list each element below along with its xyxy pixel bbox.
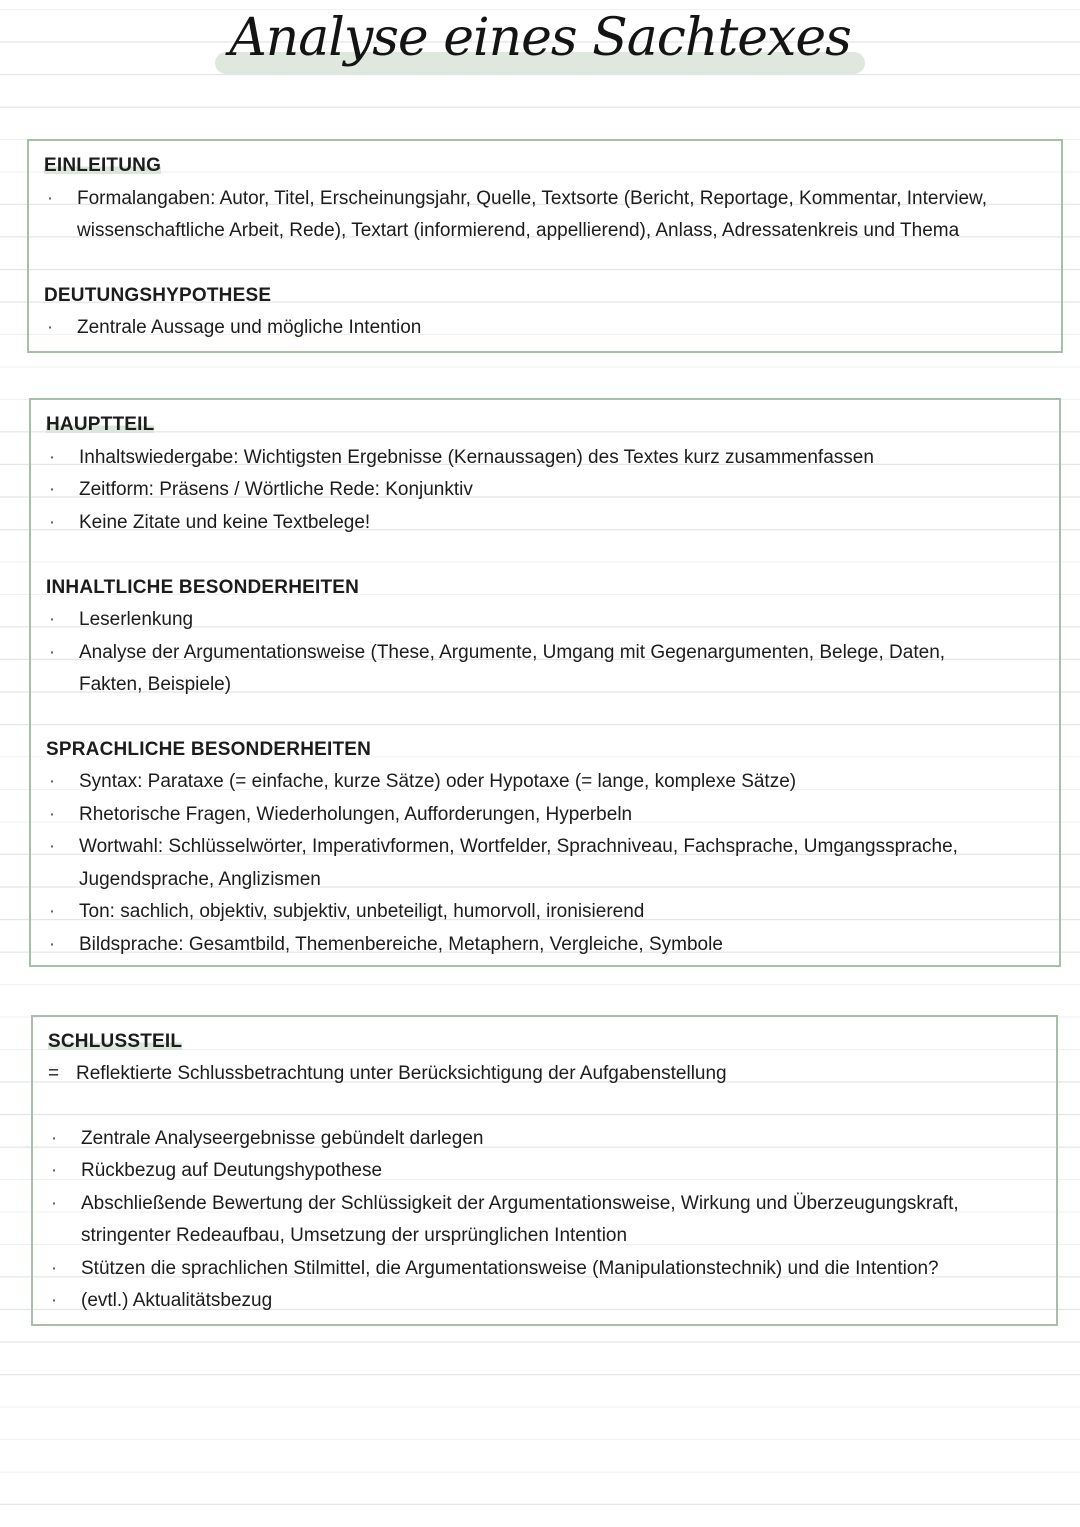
schlussteil-heading: SCHLUSSTEIL (48, 1031, 183, 1052)
schlussteil-card (31, 1015, 1058, 1326)
sprachliche-heading: SPRACHLICHE BESONDERHEITEN (46, 739, 372, 760)
bullet-icon: · (50, 1193, 58, 1214)
list-item: · Ton: sachlich, objektiv, subjektiv, unbeteiligt, humorvoll, ironisierend (31, 896, 1059, 929)
list-item: · Formalangaben: Autor, Titel, Erscheinungsjahr, Quelle, Textsorte (Bericht, Reportage, Kommentar, Interview, (29, 183, 1061, 216)
page-title-wrap (0, 8, 1080, 68)
list-item: · Bildsprache: Gesamtbild, Themenbereiche, Metaphern, Vergleiche, Symbole (31, 929, 1059, 962)
bullet-icon: · (48, 836, 56, 857)
bullet-icon: · (46, 317, 54, 338)
bullet-icon: · (48, 479, 56, 500)
bullet-icon: · (50, 1258, 58, 1279)
list-item: · Stützen die sprachlichen Stilmittel, die Argumentationsweise (Manipulationstechnik) und die Intention? (33, 1253, 1056, 1286)
bullet-icon: · (48, 804, 56, 825)
bullet-icon: · (48, 771, 56, 792)
bullet-icon: · (48, 642, 56, 663)
list-item-continuation: wissenschaftliche Arbeit, Rede), Textart (informierend, appellierend), Anlass, Adressatenkreis und Thema (77, 220, 960, 241)
bullet-icon: · (50, 1160, 58, 1181)
list-item: · (evtl.) Aktualitätsbezug (33, 1285, 1056, 1318)
list-item: · Leserlenkung (31, 604, 1059, 637)
einleitung-card (27, 139, 1063, 353)
list-item: · Syntax: Parataxe (= einfache, kurze Sätze) oder Hypotaxe (= lange, komplexe Sätze) (31, 766, 1059, 799)
list-item-continuation: Jugendsprache, Anglizismen (79, 869, 321, 890)
hauptteil-heading: HAUPTTEIL (46, 414, 155, 435)
bullet-icon: · (50, 1128, 58, 1149)
einleitung-heading: EINLEITUNG (44, 155, 162, 176)
inhaltliche-heading: INHALTLICHE BESONDERHEITEN (46, 577, 360, 598)
list-item: · Keine Zitate und keine Textbelege! (31, 507, 1059, 540)
equals-icon: = (48, 1063, 60, 1084)
list-item: · Rückbezug auf Deutungshypothese (33, 1155, 1056, 1188)
bullet-icon: · (48, 447, 56, 468)
hauptteil-card (29, 398, 1061, 967)
list-item: · Zentrale Analyseergebnisse gebündelt darlegen (33, 1123, 1056, 1156)
page-title: Analyse eines Sachtexes (215, 8, 865, 68)
list-item-continuation: Fakten, Beispiele) (79, 674, 232, 695)
list-item-continuation: stringenter Redeaufbau, Umsetzung der ursprünglichen Intention (81, 1225, 628, 1246)
bullet-icon: · (48, 934, 56, 955)
list-item: · Analyse der Argumentationsweise (These, Argumente, Umgang mit Gegenargumenten, Belege, Daten, (31, 637, 1059, 670)
bullet-icon: · (50, 1290, 58, 1311)
list-item: · Inhaltswiedergabe: Wichtigsten Ergebnisse (Kernaussagen) des Textes kurz zusammenfassen (31, 442, 1059, 475)
bullet-icon: · (48, 609, 56, 630)
bullet-icon: · (46, 188, 54, 209)
definition-line: = Reflektierte Schlussbetrachtung unter Berücksichtigung der Aufgabenstellung (33, 1058, 1056, 1091)
deutungshypothese-heading: DEUTUNGSHYPOTHESE (44, 285, 272, 306)
bullet-icon: · (48, 512, 56, 533)
list-item: · Wortwahl: Schlüsselwörter, Imperativformen, Wortfelder, Sprachniveau, Fachsprache, Umgangssprache, (31, 831, 1059, 864)
list-item: · Zentrale Aussage und mögliche Intention (29, 312, 1061, 345)
list-item: · Zeitform: Präsens / Wörtliche Rede: Konjunktiv (31, 474, 1059, 507)
bullet-icon: · (48, 901, 56, 922)
list-item: · Abschließende Bewertung der Schlüssigkeit der Argumentationsweise, Wirkung und Überzeugungskraft, (33, 1188, 1056, 1221)
list-item: · Rhetorische Fragen, Wiederholungen, Aufforderungen, Hyperbeln (31, 799, 1059, 832)
